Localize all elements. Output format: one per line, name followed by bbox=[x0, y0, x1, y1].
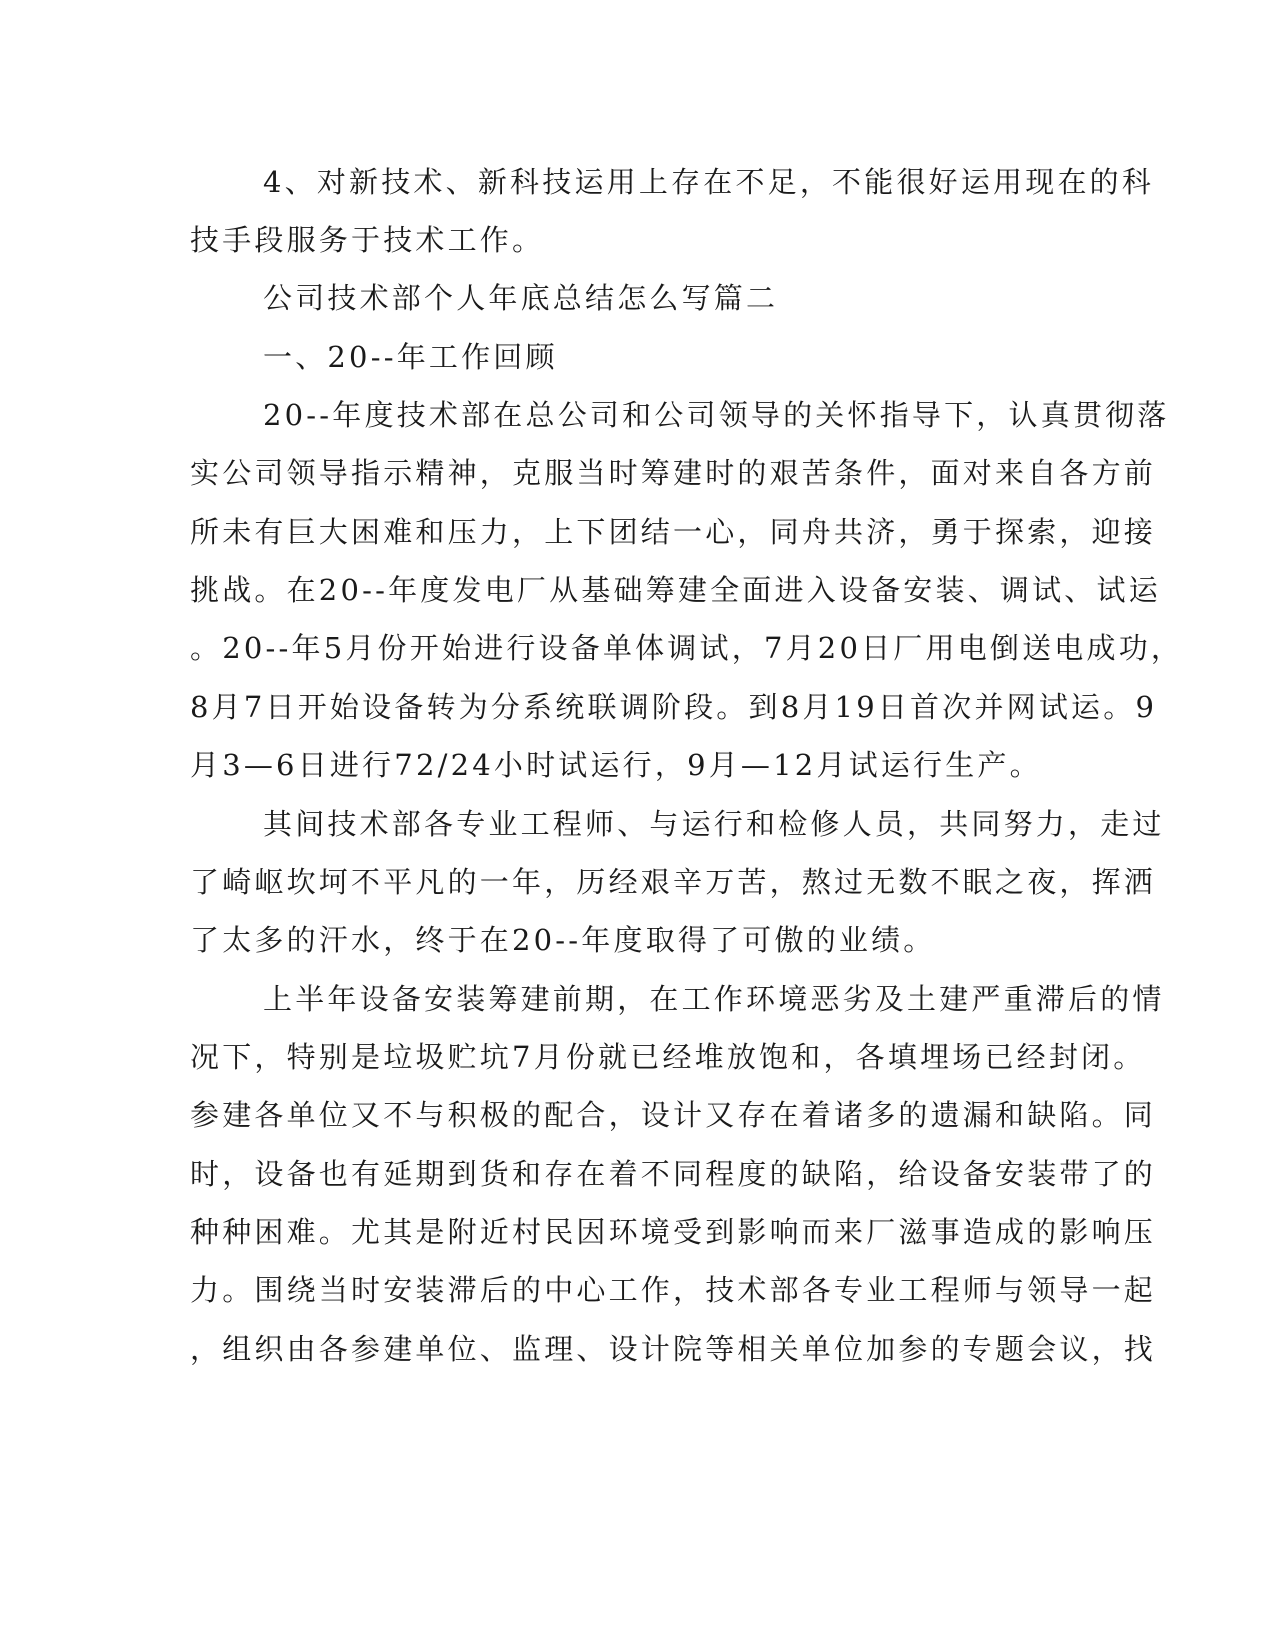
text-line: 。20--年5月份开始进行设备单体调试，7月20日厂用电倒送电成功， bbox=[190, 631, 1184, 665]
text-line: 参建各单位又不与积极的配合，设计又存在着诸多的遗漏和缺陷。同 bbox=[190, 1098, 1157, 1132]
section-heading: 公司技术部个人年底总结怎么写篇二 bbox=[263, 281, 779, 315]
text-line: 所未有巨大困难和压力，上下团结一心，同舟共济，勇于探索，迎接 bbox=[190, 515, 1157, 549]
text-line: 时，设备也有延期到货和存在着不同程度的缺陷，给设备安装带了的 bbox=[190, 1157, 1157, 1191]
text-line: 20--年度技术部在总公司和公司领导的关怀指导下，认真贯彻落 bbox=[263, 398, 1170, 432]
text-line: 月3—6日进行72/24小时试运行，9月—12月试运行生产。 bbox=[190, 748, 1042, 782]
text-line: 实公司领导指示精神，克服当时筹建时的艰苦条件，面对来自各方前 bbox=[190, 456, 1157, 490]
text-line: 技手段服务于技术工作。 bbox=[190, 223, 545, 257]
text-line: 力。围绕当时安装滞后的中心工作，技术部各专业工程师与领导一起 bbox=[190, 1273, 1157, 1307]
text-line: 了崎岖坎坷不平凡的一年，历经艰辛万苦，熬过无数不眠之夜，挥洒 bbox=[190, 865, 1157, 899]
text-line: 8月7日开始设备转为分系统联调阶段。到8月19日首次并网试运。9 bbox=[190, 690, 1158, 724]
text-line: 了太多的汗水，终于在20--年度取得了可傲的业绩。 bbox=[190, 923, 936, 957]
text-line: 况下，特别是垃圾贮坑7月份就已经堆放饱和，各填埋场已经封闭。 bbox=[190, 1040, 1146, 1074]
text-line: 种种困难。尤其是附近村民因环境受到影响而来厂滋事造成的影响压 bbox=[190, 1215, 1157, 1249]
text-line: ，组织由各参建单位、监理、设计院等相关单位加参的专题会议，找 bbox=[190, 1332, 1157, 1366]
subsection-heading: 一、20--年工作回顾 bbox=[263, 340, 558, 374]
text-line: 其间技术部各专业工程师、与运行和检修人员，共同努力，走过 bbox=[263, 807, 1165, 841]
text-line: 4、对新技术、新科技运用上存在不足，不能很好运用现在的科 bbox=[263, 165, 1155, 199]
text-line: 上半年设备安装筹建前期，在工作环境恶劣及土建严重滞后的情 bbox=[263, 982, 1165, 1016]
text-line: 挑战。在20--年度发电厂从基础筹建全面进入设备安装、调试、试运 bbox=[190, 573, 1161, 607]
